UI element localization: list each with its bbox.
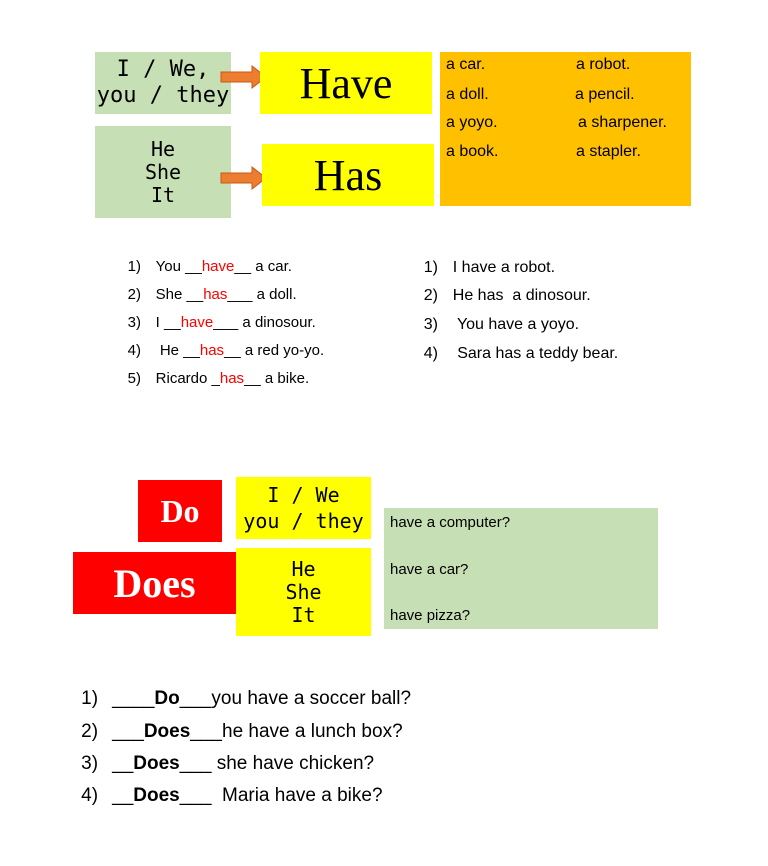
sentence-text: You have a yoyo.: [452, 316, 580, 333]
item-number: 5): [127, 370, 142, 387]
exercise-row: [60, 763, 383, 829]
item-number: 4): [423, 345, 439, 362]
vocab-item: a car.: [446, 56, 486, 73]
blank-pre: Ricardo _: [155, 370, 220, 387]
question-item: have a car?: [390, 561, 469, 578]
verb-have: Have: [299, 58, 393, 108]
answer-text: Does: [133, 785, 180, 806]
blank-post: ___he have a lunch box?: [190, 721, 403, 742]
blank-post: ___ a dinosour.: [213, 314, 316, 331]
blank-post: __ a bike.: [244, 370, 310, 387]
blank-post: ___ Maria have a bike?: [179, 785, 383, 806]
pronoun-line: I / We: [267, 483, 340, 507]
blank-pre: __: [112, 753, 134, 774]
sentence-text: Sara has a teddy bear.: [452, 345, 619, 362]
pronoun-line: you / they: [96, 83, 230, 108]
item-number: 1): [127, 258, 142, 275]
does-box: [73, 552, 236, 614]
item-number: 4): [81, 785, 99, 806]
pronoun-line: It: [291, 602, 316, 627]
pronoun-box-plural: [95, 52, 231, 114]
item-number: 3): [423, 316, 439, 333]
item-number: 2): [127, 286, 142, 303]
answer-text: Does: [133, 753, 180, 774]
blank-pre: I __: [155, 314, 181, 331]
pronoun-box-plural-2: [236, 477, 371, 539]
answer-text: has: [203, 286, 228, 303]
vocab-item: a sharpener.: [578, 114, 667, 131]
right-arrow-icon: [220, 165, 268, 191]
answer-text: Do: [154, 688, 180, 709]
verb-has: Has: [313, 150, 383, 200]
exercise-row: [111, 353, 309, 404]
vocab-item: a robot.: [576, 56, 631, 73]
vocab-item: a doll.: [446, 86, 489, 103]
pronoun-line: She: [285, 579, 322, 604]
item-number: 4): [127, 342, 142, 359]
verb-have-box: [260, 52, 432, 114]
sentence-text: He has a dinosour.: [452, 287, 591, 304]
blank-pre: He __: [155, 342, 200, 359]
blank-post: ___you have a soccer ball?: [179, 688, 412, 709]
blank-post: ___ a doll.: [227, 286, 297, 303]
sentence-row: [406, 327, 618, 381]
answer-text: have: [180, 314, 214, 331]
question-box: [384, 508, 658, 629]
blank-pre: __: [112, 785, 134, 806]
item-number: 2): [423, 287, 439, 304]
pronoun-box-singular-2: [236, 548, 371, 636]
vocab-box: [440, 52, 691, 206]
blank-pre: She __: [155, 286, 204, 303]
do-does-exercise: [60, 666, 660, 806]
pronoun-line: you / they: [243, 509, 364, 533]
sentence-text: I have a robot.: [452, 259, 556, 276]
blank-post: __ a red yo-yo.: [224, 342, 325, 359]
item-number: 2): [81, 721, 99, 742]
vocab-item: a stapler.: [576, 143, 641, 160]
item-number: 3): [127, 314, 142, 331]
pronoun-line: He: [291, 556, 316, 581]
sentence-list: [406, 241, 706, 361]
blank-pre: ____: [112, 688, 155, 709]
does-label: Does: [113, 560, 196, 606]
item-number: 1): [81, 688, 99, 709]
vocab-item: a yoyo.: [446, 114, 498, 131]
pronoun-line: He: [150, 136, 176, 161]
blank-pre: ___: [112, 721, 144, 742]
answer-text: have: [201, 258, 235, 275]
blank-pre: You __: [155, 258, 202, 275]
item-number: 1): [423, 259, 439, 276]
pronoun-line: I / We,: [116, 57, 210, 82]
pronoun-line: She: [144, 159, 182, 184]
vocab-item: a pencil.: [575, 86, 635, 103]
do-box: [138, 480, 222, 542]
question-item: have pizza?: [390, 607, 471, 624]
have-has-exercise: [111, 241, 401, 387]
do-label: Do: [160, 492, 200, 529]
pronoun-box-singular: [95, 126, 231, 218]
answer-text: has: [199, 342, 225, 359]
answer-text: Does: [143, 721, 191, 742]
item-number: 3): [81, 753, 99, 774]
blank-post: ___ she have chicken?: [179, 753, 375, 774]
pronoun-line: It: [150, 182, 176, 207]
blank-post: __ a car.: [234, 258, 292, 275]
verb-has-box: [262, 144, 434, 206]
question-item: have a computer?: [390, 514, 511, 531]
vocab-item: a book.: [446, 143, 499, 160]
answer-text: has: [219, 370, 245, 387]
